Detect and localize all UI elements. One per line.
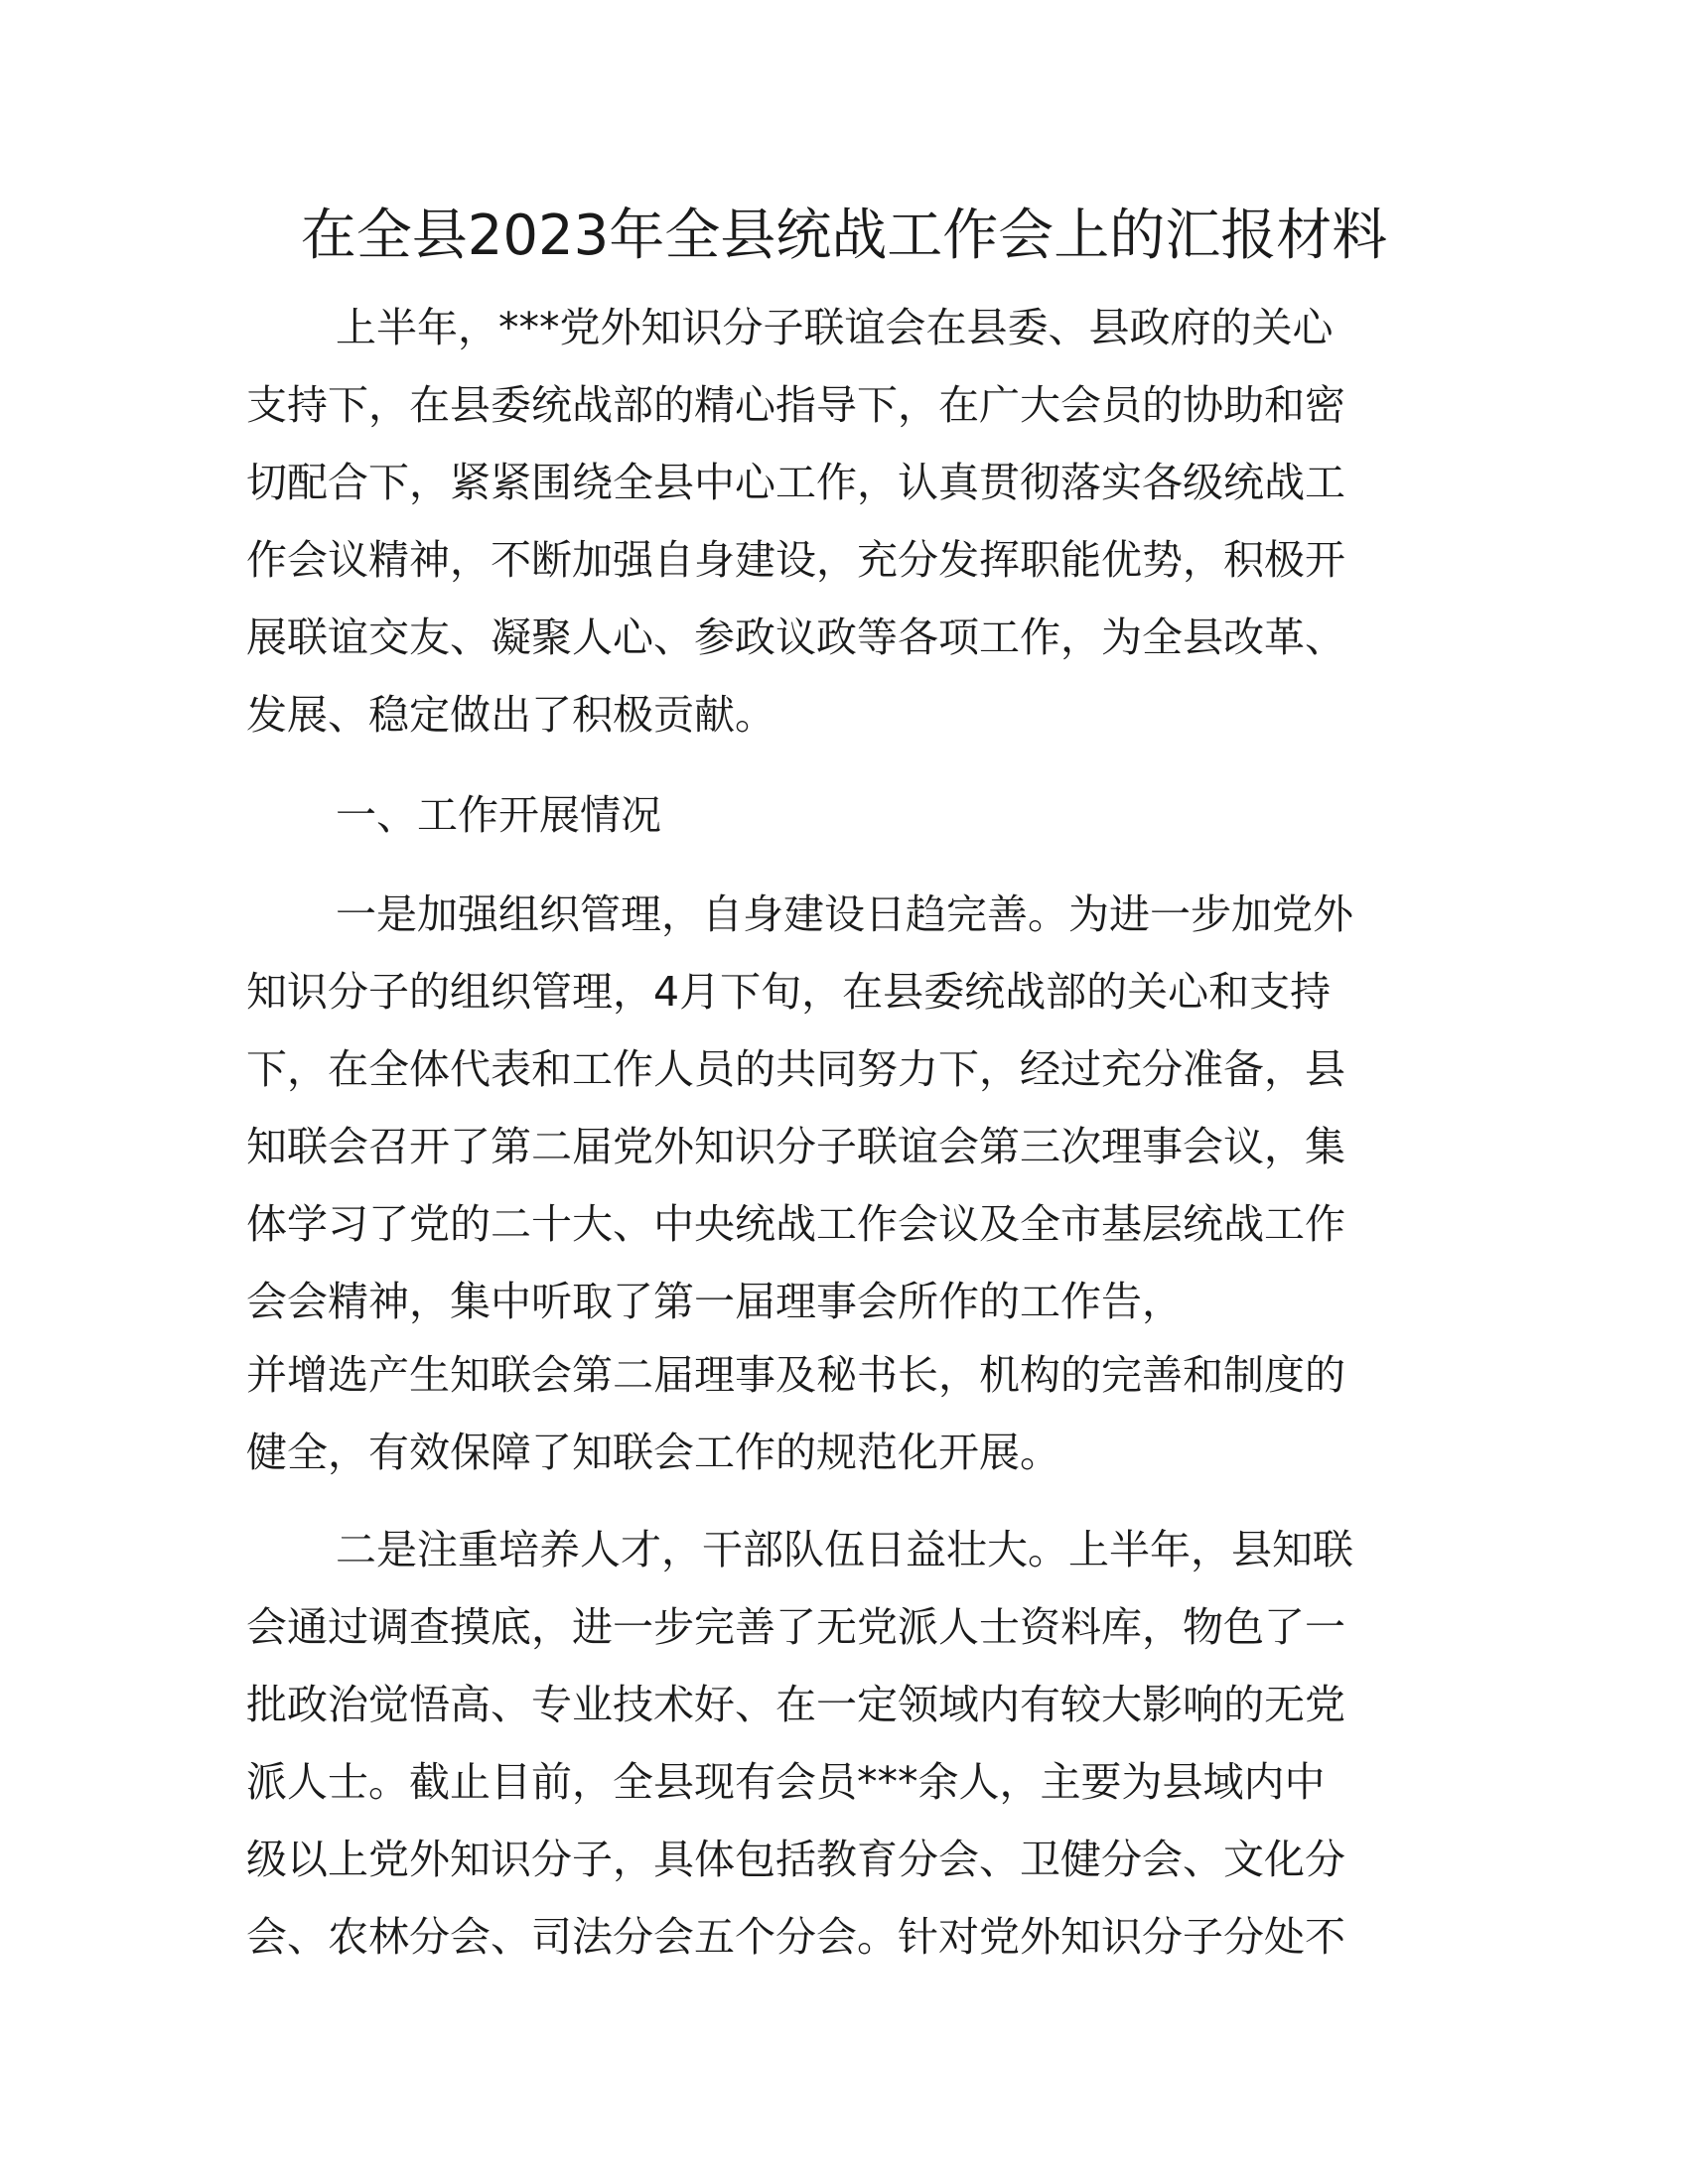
paragraph-line: 下，在全体代表和工作人员的共同努力下，经过充分准备，县: [246, 1045, 1345, 1093]
paragraph-line: 健全，有效保障了知联会工作的规范化开展。: [246, 1429, 1060, 1476]
paragraph-line: 一是加强组织管理，自身建设日趋完善。为进一步加党外: [336, 890, 1353, 938]
paragraph-line: 切配合下，紧紧围绕全县中心工作，认真贯彻落实各级统战工: [246, 459, 1345, 506]
paragraph-line: 会、农林分会、司法分会五个分会。针对党外知识分子分处不: [246, 1913, 1345, 1961]
paragraph-line: 知联会召开了第二届党外知识分子联谊会第三次理事会议，集: [246, 1123, 1345, 1170]
document-title: 在全县2023年全县统战工作会上的汇报材料: [300, 204, 1388, 268]
paragraph-line: 会通过调查摸底，进一步完善了无党派人士资料库，物色了一: [246, 1603, 1345, 1651]
paragraph-line: 级以上党外知识分子，具体包括教育分会、卫健分会、文化分: [246, 1836, 1345, 1883]
paragraph-line: 作会议精神，不断加强自身建设，充分发挥职能优势，积极开: [246, 536, 1345, 584]
paragraph-line: 体学习了党的二十大、中央统战工作会议及全市基层统战工作: [246, 1200, 1345, 1248]
section-heading: 一、工作开展情况: [336, 791, 661, 839]
paragraph-line: 展联谊交友、凝聚人心、参政议政等各项工作，为全县改革、: [246, 614, 1345, 661]
paragraph-line: 会会精神，集中听取了第一届理事会所作的工作告，: [246, 1278, 1183, 1325]
paragraph-line: 批政治觉悟高、专业技术好、在一定领域内有较大影响的无党: [246, 1681, 1345, 1728]
paragraph-line: 发展、稳定做出了积极贡献。: [246, 691, 775, 739]
paragraph-line: 派人士。截止目前，全县现有会员***余人，主要为县域内中: [246, 1758, 1326, 1806]
paragraph-line: 支持下，在县委统战部的精心指导下，在广大会员的协助和密: [246, 381, 1345, 429]
paragraph-line: 并增选产生知联会第二届理事及秘书长，机构的完善和制度的: [246, 1351, 1345, 1399]
paragraph-line: 二是注重培养人才，干部队伍日益壮大。上半年，县知联: [336, 1526, 1353, 1573]
paragraph-line: 知识分子的组织管理，4月下旬，在县委统战部的关心和支持: [246, 968, 1332, 1016]
paragraph-line: 上半年，***党外知识分子联谊会在县委、县政府的关心: [336, 304, 1334, 351]
